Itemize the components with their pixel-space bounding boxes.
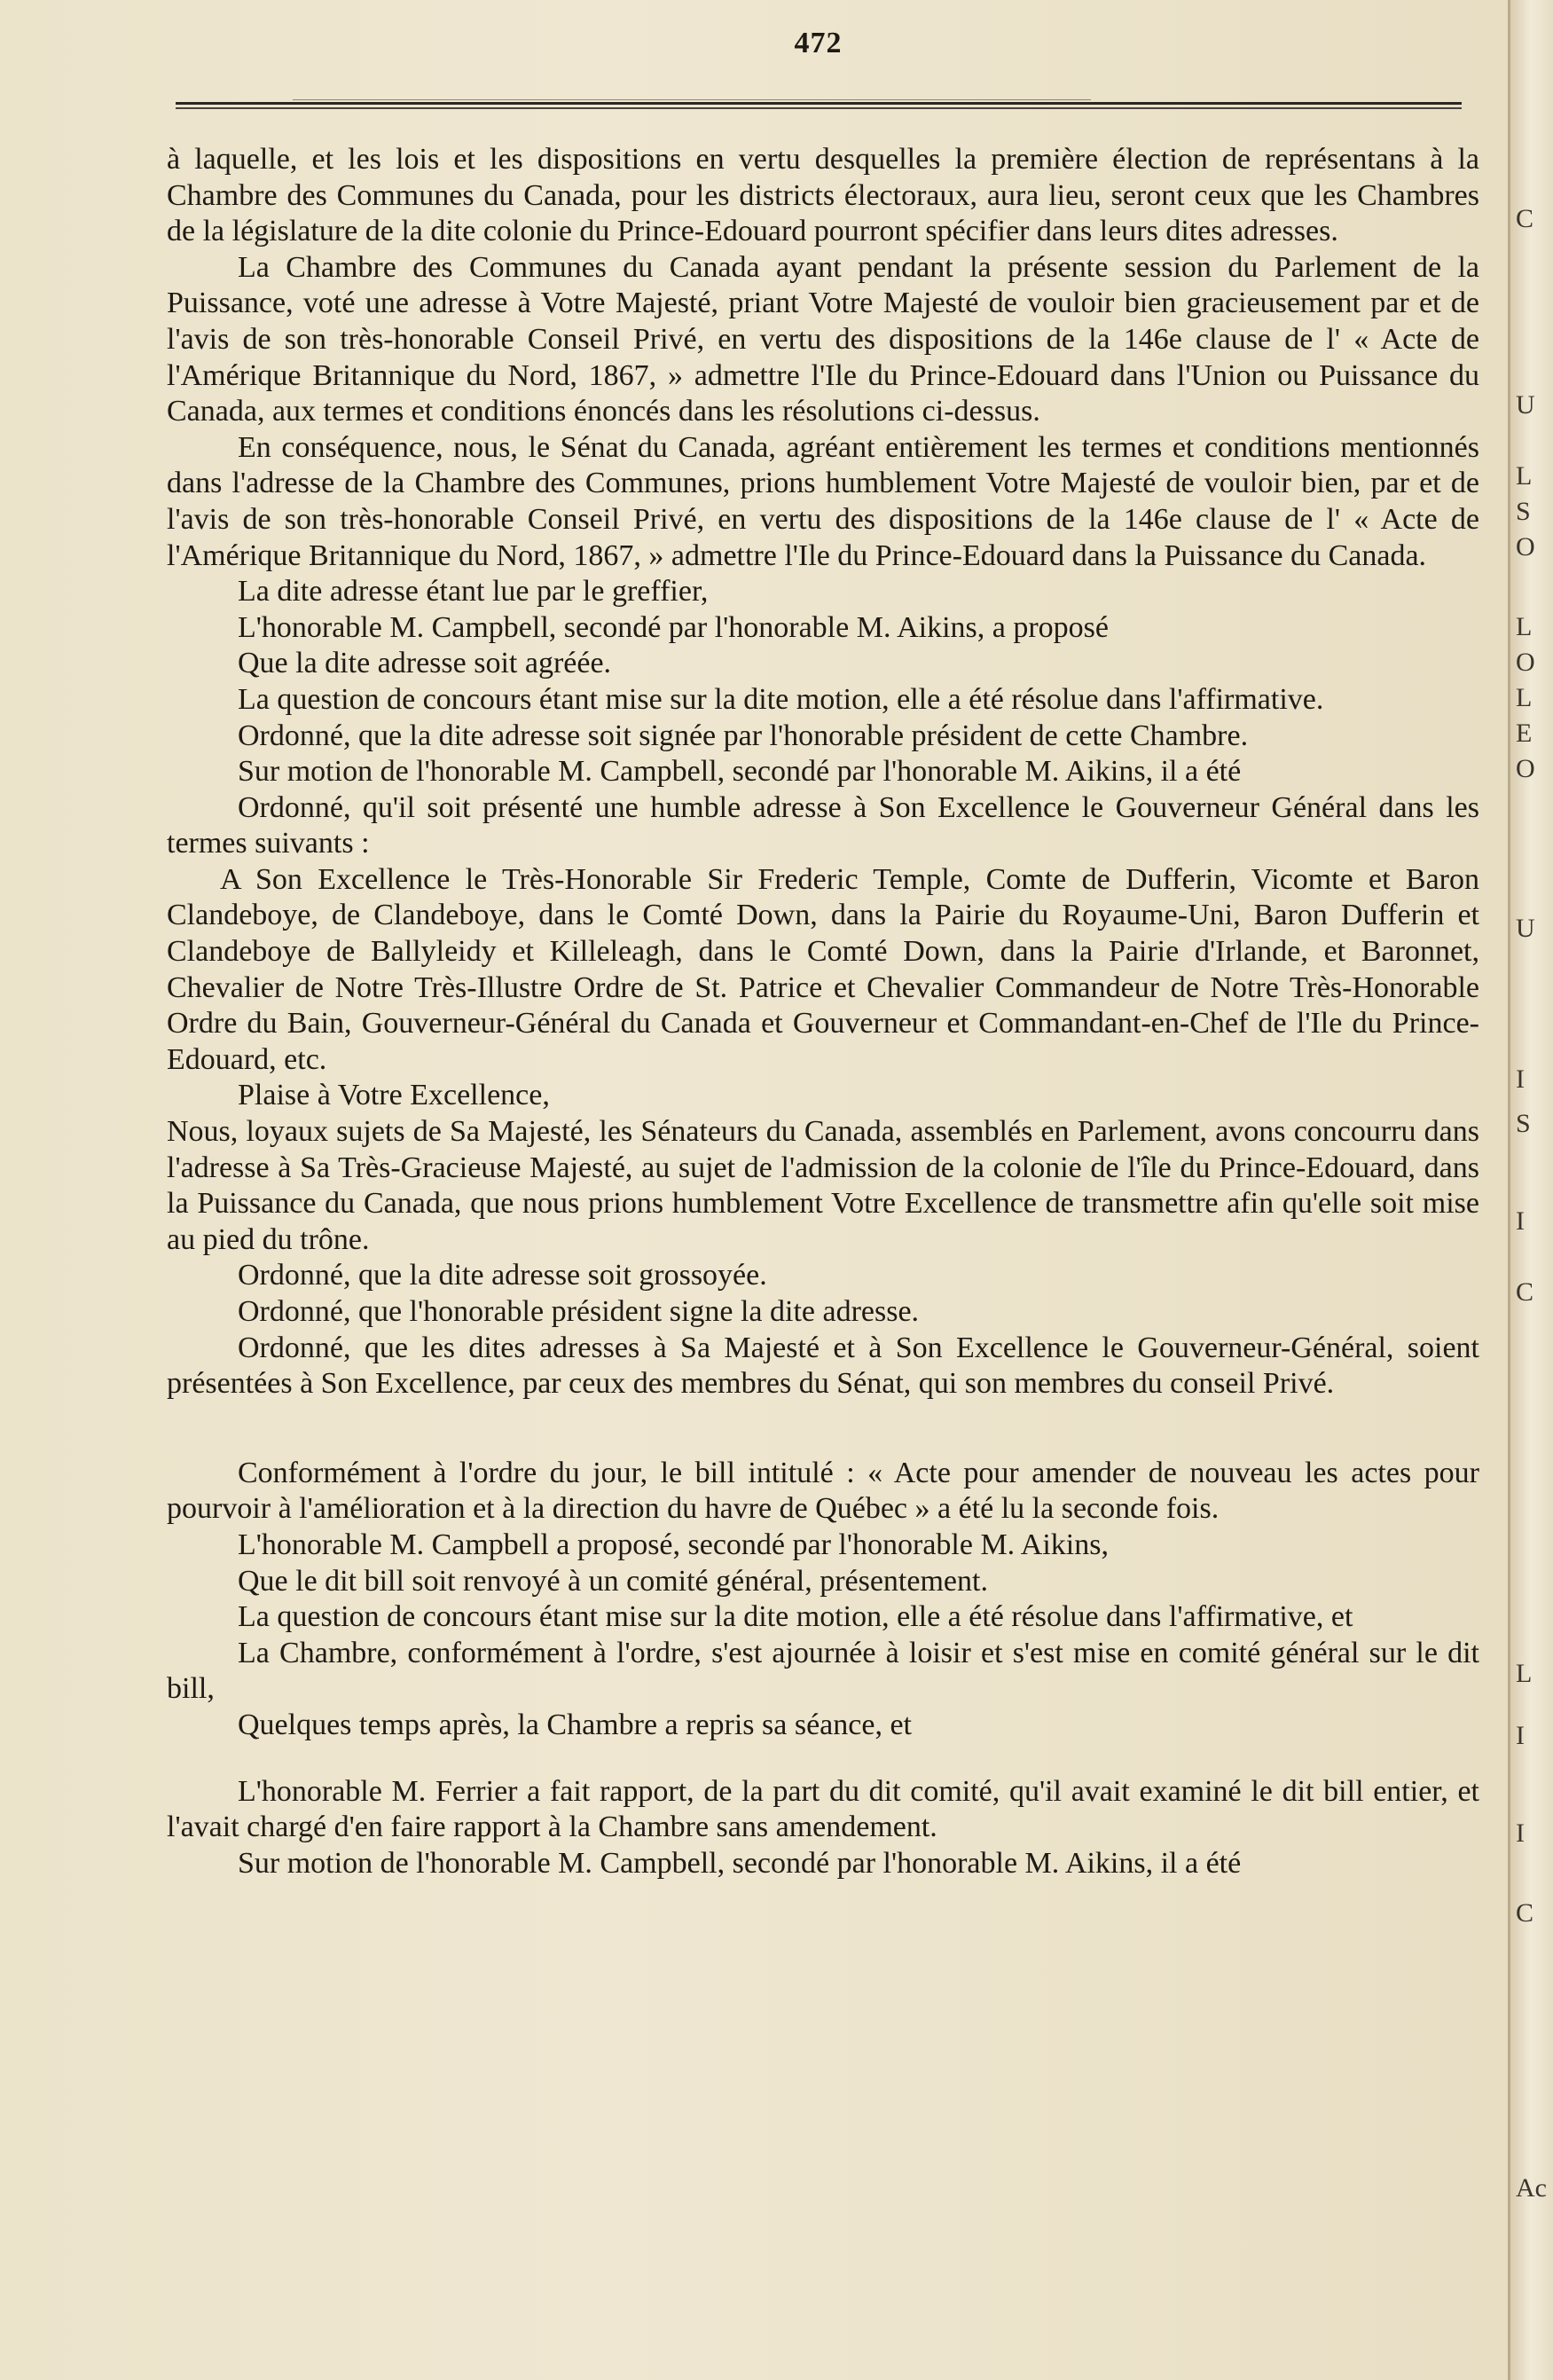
gutter-fragment: L: [1516, 683, 1533, 712]
gutter-fragment: I: [1516, 1818, 1525, 1848]
gutter-fragment: I: [1516, 1721, 1525, 1750]
paragraph: Ordonné, que la dite adresse soit grossoyée.: [238, 1259, 767, 1292]
paragraph: La Chambre, conformément à l'ordre, s'est ajournée à loisir et s'est mise en comité général sur le dit bill,: [167, 1636, 1479, 1706]
gutter-fragment: O: [1516, 648, 1535, 677]
paragraph: Que le dit bill soit renvoyé à un comité général, présentement.: [238, 1564, 988, 1598]
gutter-fragment: C: [1516, 204, 1534, 233]
paragraph: Ordonné, qu'il soit présenté une humble adresse à Son Excellence le Gouverneur Général dans les termes suivants :: [167, 790, 1479, 860]
paragraph: La question de concours étant mise sur la dite motion, elle a été résolue dans l'affirmative.: [238, 682, 1324, 716]
adjacent-page-edge: [1508, 0, 1553, 2380]
paragraph: Que la dite adresse soit agréée.: [238, 647, 612, 680]
paragraph: Ordonné, que la dite adresse soit signée par l'honorable président de cette Chambre.: [238, 719, 1249, 752]
gutter-fragment: C: [1516, 1898, 1534, 1928]
gutter-fragment: L: [1516, 461, 1533, 491]
paragraph: Sur motion de l'honorable M. Campbell, secondé par l'honorable M. Aikins, il a été: [238, 1846, 1242, 1880]
paragraph: à laquelle, et les lois et les dispositions en vertu desquelles la première élection de représentans à la Chambre des Communes du Canada, pour les districts électoraux, aura lieu, seront ceux que les Chambres de la législature de la dite colonie du Prince-Edouard pourront spécifier dans leurs dites adresses.: [167, 143, 1479, 248]
paragraph: La question de concours étant mise sur la dite motion, elle a été résolue dans l'affirmative, et: [238, 1600, 1353, 1634]
header-rule: [176, 102, 1462, 105]
gutter-fragment: U: [1516, 914, 1535, 943]
paragraph: L'honorable M. Campbell, secondé par l'honorable M. Aikins, a proposé: [238, 610, 1109, 644]
header-rule: [293, 99, 1091, 100]
paragraph: L'honorable M. Ferrier a fait rapport, de la part du dit comité, qu'il avait examiné le dit bill entier, et l'avait chargé d'en faire rapport à la Chambre sans amendement.: [167, 1774, 1479, 1844]
page-number: 472: [794, 27, 843, 59]
paragraph: A Son Excellence le Très-Honorable Sir Frederic Temple, Comte de Dufferin, Vicomte et Baron Clandeboye, de Clandeboye, dans le Comté Down, dans la Pairie du Royaume-Uni, Baron Dufferin et Clandeboye de Ballyleidy et Killeleagh, dans le Comté Down, dans la Pairie d'Irlande, et Baronnet, Chevalier de Notre Très-Illustre Ordre de St. Patrice et Chevalier Commandeur de Notre Très-Honorable Ordre du Bain, Gouverneur-Général du Canada et Gouverneur et Commandant-en-Chef de l'Ile du Prince-Edouard, etc.: [167, 862, 1479, 1076]
gutter-fragment: S: [1516, 1109, 1531, 1138]
gutter-fragment: O: [1516, 532, 1535, 562]
gutter-fragment: C: [1516, 1277, 1534, 1307]
paragraph: L'honorable M. Campbell a proposé, secondé par l'honorable M. Aikins,: [238, 1528, 1109, 1561]
paragraph: Nous, loyaux sujets de Sa Majesté, les Sénateurs du Canada, assemblés en Parlement, avons concourru dans l'adresse à Sa Très-Gracieuse Majesté, au sujet de l'admission de la colonie de l'île du Prince-Edouard, dans la Puissance du Canada, que nous prions humblement Votre Excellence de transmettre afin qu'elle soit mise au pied du trône.: [167, 1115, 1479, 1256]
gutter-fragment: S: [1516, 497, 1531, 526]
paragraph: La dite adresse étant lue par le greffier,: [238, 575, 709, 609]
gutter-fragment: O: [1516, 754, 1535, 783]
paragraph: Ordonné, que l'honorable président signe la dite adresse.: [238, 1295, 920, 1328]
gutter-fragment: I: [1516, 1206, 1525, 1236]
paragraph: La Chambre des Communes du Canada ayant pendant la présente session du Parlement de la Puissance, voté une adresse à Votre Majesté, priant Votre Majesté de vouloir bien gracieusement par et de l'avis de son très-honorable Conseil Privé, en vertu des dispositions de la 146e clause de l' « Acte de l'Amérique Britannique du Nord, 1867, » admettre l'Ile du Prince-Edouard dans l'Union ou Puissance du Canada, aux termes et conditions énoncés dans les résolutions ci-dessus.: [167, 250, 1479, 428]
section-gap: [167, 1402, 1479, 1456]
header-rule: [176, 107, 1462, 109]
paragraph: Sur motion de l'honorable M. Campbell, secondé par l'honorable M. Aikins, il a été: [238, 755, 1242, 789]
page-body: [167, 142, 1479, 1881]
gutter-fragment: U: [1516, 390, 1535, 420]
gutter-fragment: I: [1516, 1064, 1525, 1094]
paragraph: Conformément à l'ordre du jour, le bill intitulé : « Acte pour amender de nouveau les actes pour pourvoir à l'amélioration et à la direction du havre de Québec » a été lu la seconde fois.: [167, 1456, 1479, 1526]
gutter-fragment: E: [1516, 719, 1533, 748]
paragraph: Quelques temps après, la Chambre a repris sa séance, et: [238, 1708, 912, 1741]
paragraph: Plaise à Votre Excellence,: [238, 1079, 550, 1112]
paragraph: Ordonné, que les dites adresses à Sa Majesté et à Son Excellence le Gouverneur-Général, soient présentées à Son Excellence, par ceux des membres du Sénat, qui son membres du conseil Privé.: [167, 1331, 1479, 1401]
paragraph: En conséquence, nous, le Sénat du Canada, agréant entièrement les termes et conditions mentionnés dans l'adresse de la Chambre des Communes, prions humblement Votre Majesté de vouloir bien, par et de l'avis de son très-honorable Conseil Privé, en vertu des dispositions de la 146e clause de l' « Acte de l'Amérique Britannique du Nord, 1867, » admettre l'Ile du Prince-Edouard dans la Puissance du Canada.: [167, 430, 1479, 572]
section-gap: [167, 1744, 1479, 1774]
gutter-fragment: L: [1516, 1659, 1533, 1688]
gutter-fragment: L: [1516, 612, 1533, 641]
gutter-fragment: Ac: [1516, 2173, 1547, 2203]
